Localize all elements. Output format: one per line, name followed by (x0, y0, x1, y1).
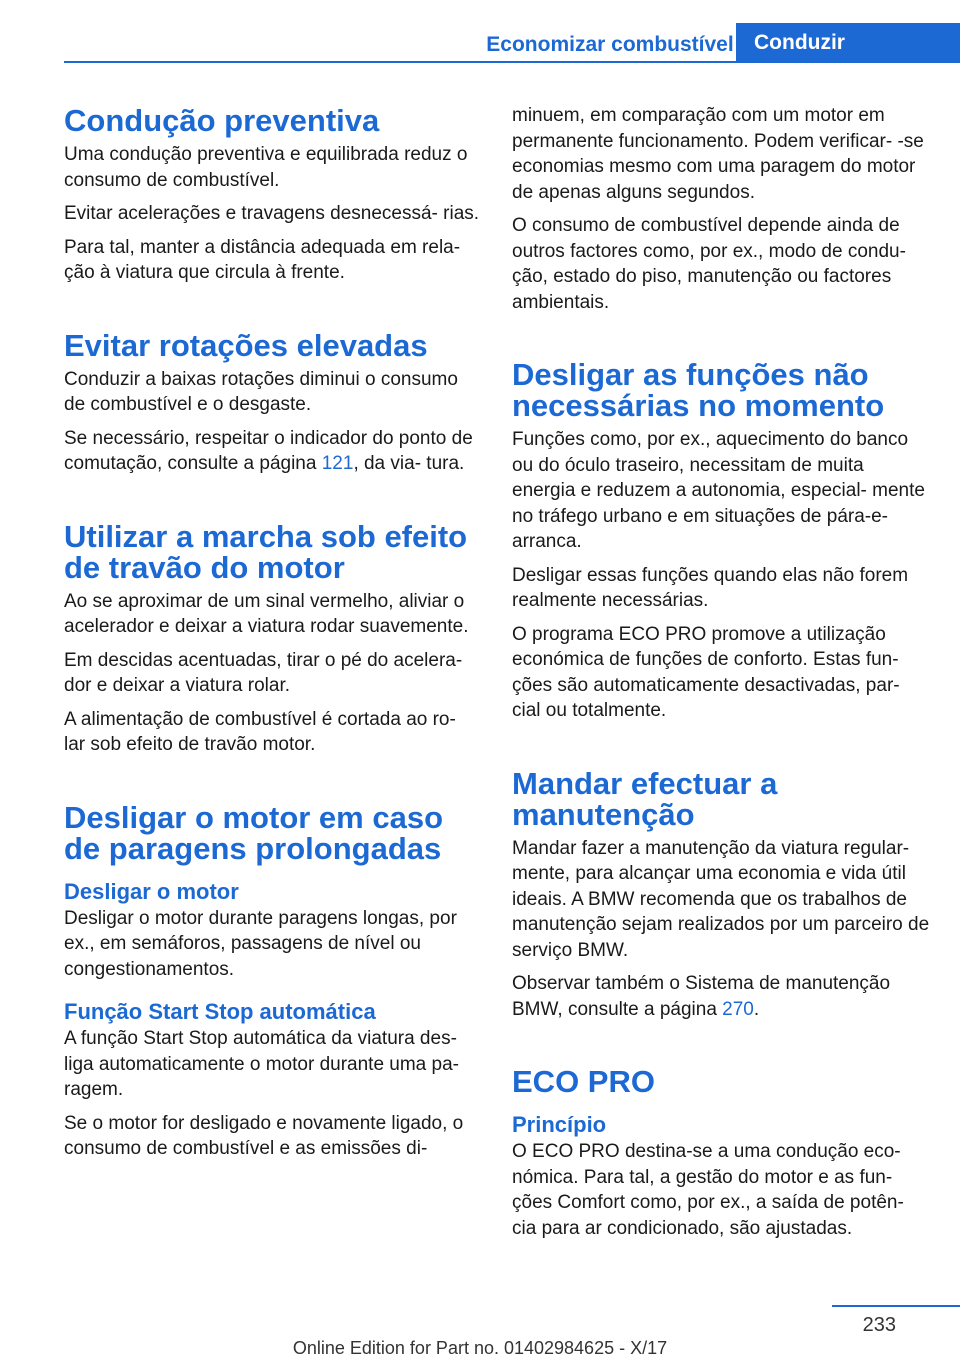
section-title-preventive-driving: Condução preventiva (64, 103, 380, 138)
paragraph: Desligar o motor durante paragens longas, por ex., em semáforos, passagens de nível ou congestionamentos. (64, 907, 457, 980)
paragraph: A alimentação de combustível é cortada ao ro- lar sob efeito de travão motor. (64, 708, 456, 755)
paragraph: Desligar essas funções quando elas não forem realmente necessárias. (512, 564, 909, 611)
subsection-title-auto-start-stop: Função Start Stop automática (64, 999, 376, 1024)
footer-rule (832, 1305, 960, 1307)
section-title-switch-off-functions: Desligar as funções não necessárias no momento (512, 357, 885, 423)
header-chapter-tab: Conduzir (736, 23, 960, 61)
header-section-title: Economizar combustível (486, 33, 734, 56)
paragraph: Mandar fazer a manutenção da viatura regular- mente, para alcançar uma economia e vida útil ideais. A BMW recomenda que os trabalhos de manutenção sejam realizados por um parceiro de serviço BMW. (512, 837, 930, 961)
text: Se necessário, respeitar o indicador do ponto de comutação, consulte a página (64, 427, 473, 474)
paragraph (512, 971, 932, 1022)
subsection-title-switch-off-engine: Desligar o motor (64, 878, 239, 904)
subsection-title-principle: Princípio (512, 1112, 607, 1137)
left-column (64, 100, 482, 1170)
paragraph: minuem, em comparação com um motor em permanente funcionamento. Podem verificar- -se economias mesmo com uma paragem do motor de apenas alguns segundos. (512, 105, 924, 203)
paragraph: A função Start Stop automática da viatura des- liga automaticamente o motor durante uma pa- ragem. (64, 1028, 459, 1100)
section-title-engine-braking: Utilizar a marcha sob efeito de travão do motor (64, 518, 468, 585)
text: , da via- tura. (353, 453, 465, 474)
paragraph: O consumo de combustível depende ainda de outros factores como, por ex., modo de condu- ção, estado do piso, manutenção ou factores ambientais. (512, 215, 906, 313)
page-link-270[interactable]: 270 (722, 998, 754, 1020)
paragraph: Se o motor for desligado e novamente ligado, o consumo de combustível e as emissões di- (64, 1112, 464, 1159)
paragraph: Para tal, manter a distância adequada em rela- ção à viatura que circula à frente. (64, 236, 461, 283)
paragraph: Uma condução preventiva e equilibrada reduz o consumo de combustível. (64, 144, 468, 191)
header-rule (64, 61, 960, 63)
paragraph: O ECO PRO destina-se a uma condução eco- nómica. Para tal, a gestão do motor e as fun- ções Comfort como, por ex., a saída de potên- cia para ar condicionado, são ajustadas. (512, 1141, 904, 1239)
paragraph (64, 426, 482, 477)
text: . (753, 998, 760, 1020)
paragraph: Conduzir a baixas rotações diminui o consumo de combustível e o desgaste. (64, 368, 458, 415)
page-link-121[interactable]: 121 (321, 453, 354, 474)
section-title-avoid-high-revs: Evitar rotações elevadas (64, 327, 428, 363)
right-column (512, 100, 932, 1249)
paragraph: Em descidas acentuadas, tirar o pé do acelera- dor e deixar a viatura rolar. (64, 649, 463, 696)
section-title-maintenance: Mandar efectuar a manutenção (512, 765, 778, 832)
section-title-eco-pro: ECO PRO (512, 1064, 655, 1099)
paragraph: Ao se aproximar de um sinal vermelho, aliviar o acelerador e deixar a viatura rodar suavemente. (64, 590, 469, 637)
footer-edition: Online Edition for Part no. 01402984625 - X/17 (292, 1338, 668, 1358)
paragraph: Evitar acelerações e travagens desnecessá- rias. (64, 203, 480, 224)
page-number: 233 (862, 1314, 896, 1336)
paragraph: Funções como, por ex., aquecimento do banco ou do óculo traseiro, necessitam de muita energia e reduzem a autonomia, especial- mente no tráfego urbano e em situações de pára-e-arranca. (512, 429, 925, 552)
section-title-switch-off-engine: Desligar o motor em caso de paragens prolongadas (64, 799, 444, 866)
text: Observar também o Sistema de manutenção BMW, consulte a página (512, 973, 891, 1020)
paragraph: O programa ECO PRO promove a utilização económica de funções de conforto. Estas fun- ções são automaticamente desactivadas, par- cial ou totalmente. (512, 623, 900, 721)
